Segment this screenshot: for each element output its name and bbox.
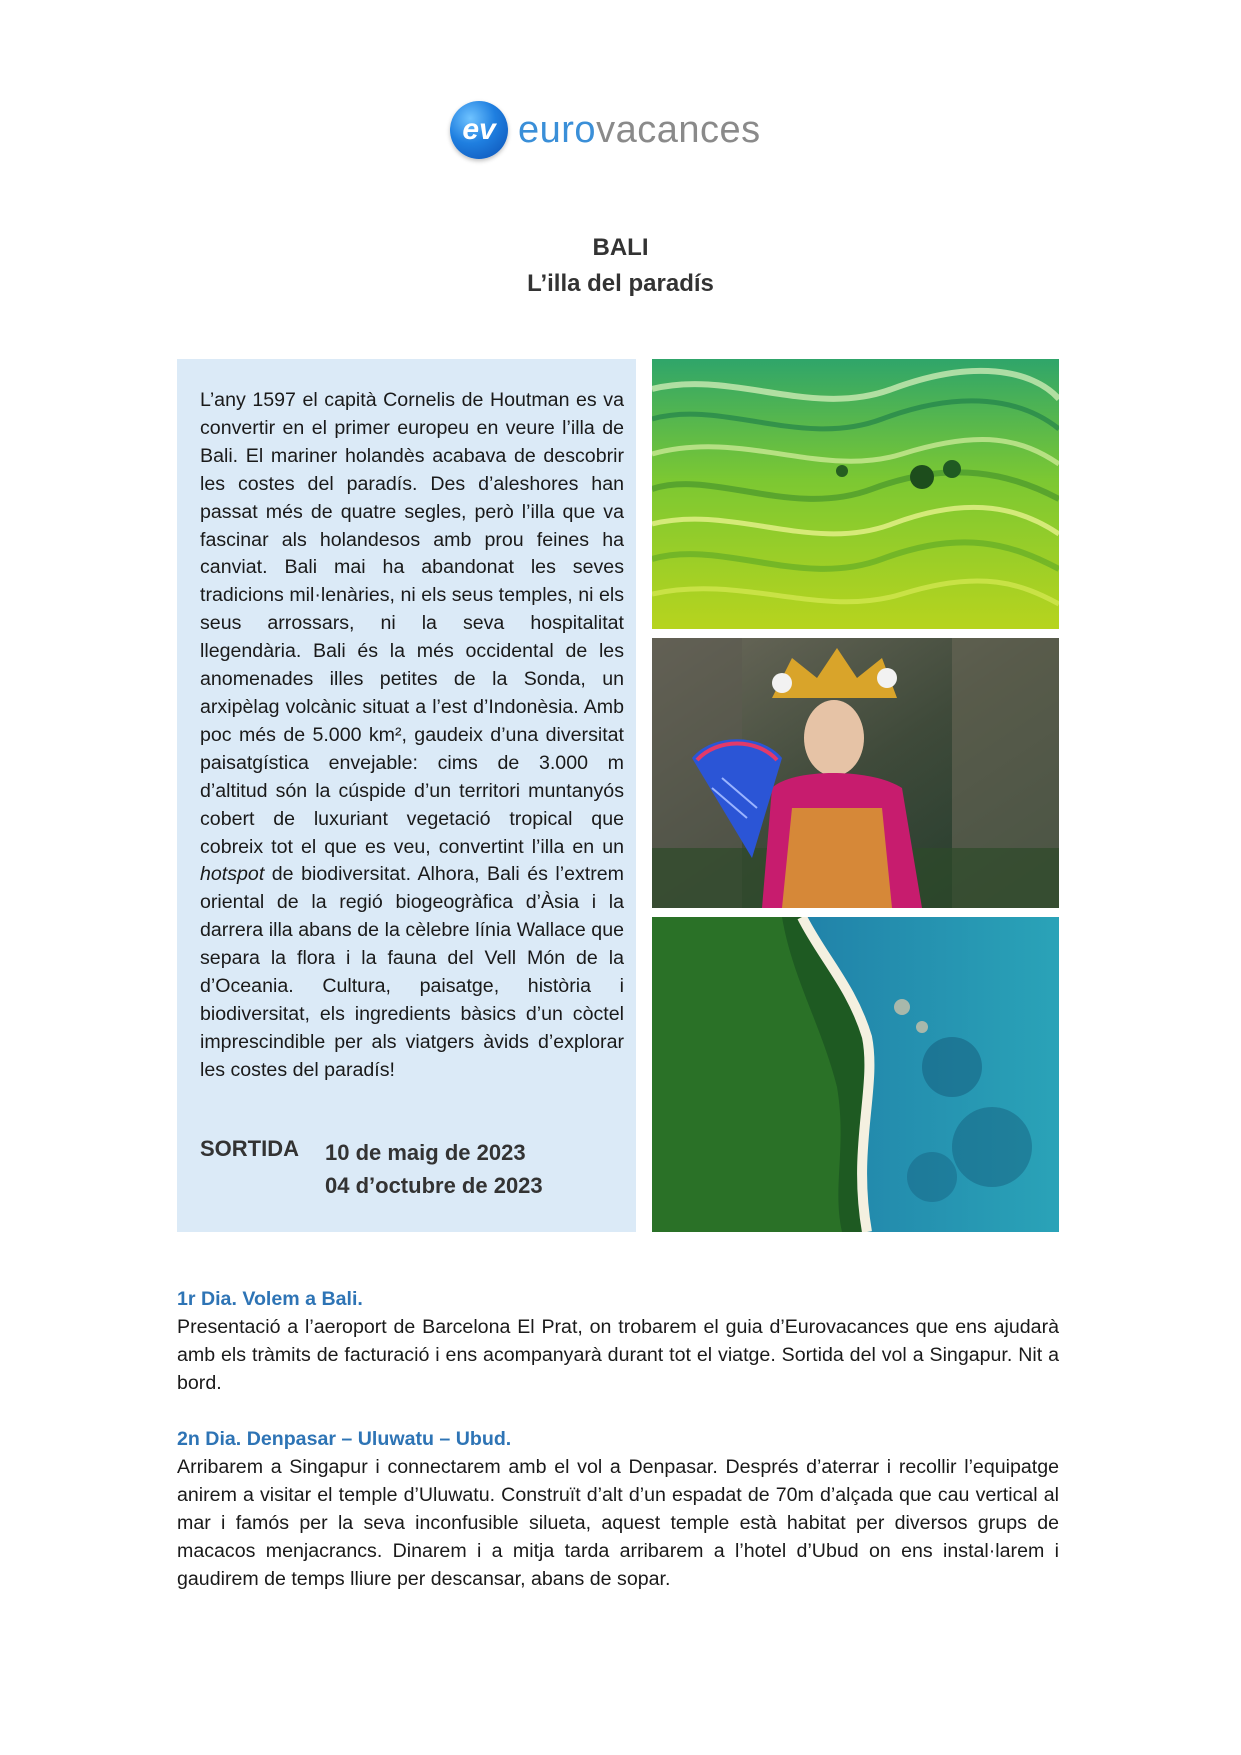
day-description: Presentació a l’aeroport de Barcelona El Prat, on trobarem el guia d’Eurovacances que ens ajudarà amb els tràmits de facturació i ens acompanyarà durant tot el viatge. Sortida del vol a Singapur. Nit a bord. xyxy=(177,1316,1059,1394)
logo-word-a: euro xyxy=(518,108,597,151)
intro-hotspot: hotspot xyxy=(200,863,265,886)
intro-text-part2: de biodiversitat. Alhora, Bali és l’extrem oriental de la regió biogeogràfica d’Àsia i la darrera illa abans de la cèlebre línia Wallace que separa la flora i la fauna del Vell Món de la d’Oceania. Cultura, paisatge, història i biodiversitat, els ingredients bàsics d’un còctel imprescindible per als viatgers àvids d’explorar les costes del paradís! xyxy=(200,863,624,1081)
departure-date: 04 d’octubre de 2023 xyxy=(325,1173,543,1198)
rice-terraces-photo xyxy=(652,359,1059,629)
intro-box xyxy=(177,359,636,1232)
aerial-beach-photo xyxy=(652,917,1059,1232)
eurovacances-logo xyxy=(450,98,810,162)
intro-text-part1: L’any 1597 el capità Cornelis de Houtman es va convertir en el primer europeu en veure l’illa de Bali. El mariner holandès acabava de descobrir les costes del paradís. Des d’aleshores han passat més de quatre segles, però l’illa que va fascinar als holandesos amb prou feines ha canviat. Bali mai ha abandonat les seves tradicions mil·lenàries, ni els seus temples, ni els seus arrossars, ni la seva hospitalitat llegendària. Bali és la més occidental de les anomenades illes petites de la Sonda, un arxipèlag volcànic situat a l’est d’Indonèsia. Amb poc més de 5.000 km², gaudeix d’una diversitat paisatgística envejable: cims de 3.000 m d’altitud són la cúspide d’un territori muntanyós cobert de luxuriant vegetació tropical que cobreix tot el que es veu, convertint l’illa en un xyxy=(200,389,624,858)
logo-badge: ev xyxy=(450,101,508,159)
page-subtitle: L’illa del paradís xyxy=(527,270,714,297)
departure-label: SORTIDA xyxy=(200,1136,299,1161)
departure-date: 10 de maig de 2023 xyxy=(325,1140,526,1165)
day-title: 1r Dia. Volem a Bali. xyxy=(177,1288,363,1310)
logo-wordmark xyxy=(518,109,761,152)
day-description: Arribarem a Singapur i connectarem amb el vol a Denpasar. Després d’aterrar i recollir l’equipatge anirem a visitar el temple d’Uluwatu. Construït d’alt d’un espadat de 70m d’alçada que cau vertical al mar i famós per la seva inconfusible silueta, aquest temple està habitat per diversos grups de macacos menjacrancs. Dinarem i a mitja tarda arribarem a l’hotel d’Ubud on ens instal·larem i gaudirem de temps lliure per descansar, abans de sopar. xyxy=(177,1456,1059,1590)
logo-word-b: vacances xyxy=(596,108,761,151)
day-title: 2n Dia. Denpasar – Uluwatu – Ubud. xyxy=(177,1428,512,1450)
intro-paragraph xyxy=(200,387,624,1085)
departure-dates xyxy=(325,1136,585,1202)
balinese-dancer-photo xyxy=(652,638,1059,908)
day-1-section xyxy=(177,1285,1059,1397)
page-title: BALI xyxy=(592,234,649,261)
day-2-section xyxy=(177,1425,1059,1593)
